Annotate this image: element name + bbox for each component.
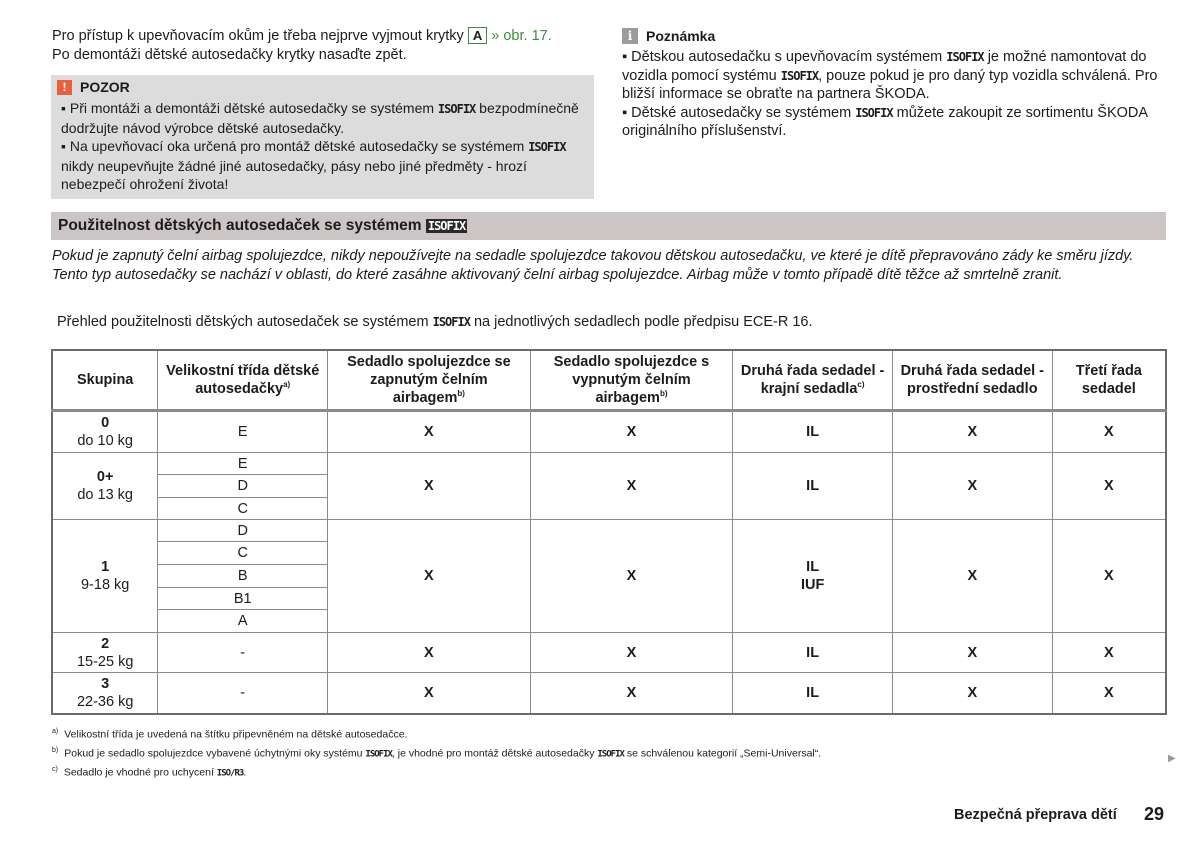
- page-number: 29: [1144, 804, 1165, 824]
- isofix-badge: ISOFIX: [427, 219, 466, 233]
- table-row: 1 9-18 kg D X X IL IUF X X: [52, 520, 1166, 542]
- note-title: Poznámka: [646, 28, 716, 44]
- table-row: 2 15-25 kg - X X IL X X: [52, 633, 1166, 673]
- table-row: C: [52, 498, 1166, 520]
- header-group: Skupina: [52, 350, 158, 411]
- header-second-row-outer: Druhá řada sedadel - krajní sedadla$^{c)}$: [733, 350, 893, 411]
- footer-chapter-title: Bezpečná přeprava dětí: [954, 807, 1117, 823]
- table-row: A: [52, 610, 1166, 633]
- footnote-c: $^{c)}$ Sedadlo je vhodné pro uchycení ISO/R3.: [52, 766, 247, 779]
- header-size-class: Velikostní třída dětské autosedačky$^{a)}$: [158, 350, 328, 411]
- warning-title: POZOR: [80, 79, 130, 95]
- footnote-a: $^{a)}$ Velikostní třída je uvedená na štítku připevněném na dětské autosedačce.: [52, 728, 408, 741]
- table-row: 3 22-36 kg - X X IL X X: [52, 673, 1166, 714]
- footnote-b: $^{b)}$ Pokud je sedadlo spolujezdce vybavené úchytnými oky systému ISOFIX, je vhodné pro montáž dětské autosedačky ISOFIX se schválenou kategorií „Semi-Universal“.: [52, 746, 822, 759]
- table-row: C: [52, 542, 1166, 565]
- airbag-warning-paragraph: Pokud je zapnutý čelní airbag spolujezdce, nikdy nepoužívejte na sedadle spolujezdce takovou dětskou autosedačku, ve které je dítě přepravováno zády ke směru jízdy. Tento typ autosedačky se nachází v oblasti, do které zasáhne aktivovaný čelní airbag spolujezdce. Airbag může v tomto případě dítě těžce až smrtelně zranit.: [52, 248, 1134, 283]
- info-icon: i: [622, 28, 638, 44]
- header-passenger-airbag-off: Sedadlo spolujezdce s vypnutým čelním airbagem$^{b)}$: [530, 350, 733, 411]
- table-row: B1: [52, 588, 1166, 610]
- header-third-row: Třetí řada sedadel: [1052, 350, 1166, 411]
- exclamation-icon: !: [57, 80, 72, 95]
- table-row: B: [52, 565, 1166, 588]
- overview-text: Přehled použitelnosti dětských autosedaček se systémem ISOFIX na jednotlivých sedadlech podle předpisu ECE-R 16.: [57, 314, 813, 330]
- table-row: 0 do 10 kg E X X IL X X: [52, 411, 1166, 453]
- header-second-row-middle: Druhá řada sedadel - prostřední sedadlo: [892, 350, 1052, 411]
- isofix-usage-table: [51, 349, 1167, 715]
- header-passenger-airbag-on: Sedadlo spolujezdce se zapnutým čelním airbagem$^{b)}$: [328, 350, 531, 411]
- footnotes: [52, 724, 821, 782]
- continue-arrow-icon: ▶: [1168, 753, 1176, 764]
- warning-box: [51, 75, 594, 199]
- figure-marker-a: A: [468, 27, 487, 44]
- note-text: ▪ Dětskou autosedačku s upevňovacím systémem ISOFIX je možné namontovat do vozidla pomocí systému ISOFIX, pouze pokud je pro daný typ vozidla schválená. Pro bližší informace se obraťte na partnera ŠKODA. ▪ Dětské autosedačky se systémem ISOFIX můžete zakoupit ze sortimentu ŠKODA originálního příslušenství.: [622, 49, 1158, 139]
- section-title: Použitelnost dětských autosedaček se systémem: [58, 217, 422, 234]
- table-row: D: [52, 475, 1166, 498]
- warning-text: ▪ Při montáži a demontáži dětské autosedačky se systémem ISOFIX bezpodmínečně dodržujte návod výrobce dětské autosedačky. ▪ Na upevňovací oka určená pro montáž dětské autosedačky se systémem ISOFIX nikdy neupevňujte žádné jiné autosedačky, pásy nebo jiné předměty - hrozí nebezpečí ohrožení života!: [61, 100, 579, 192]
- section-header: [51, 212, 1166, 240]
- note-box: [622, 28, 1167, 141]
- table-header-row: [52, 350, 1166, 411]
- intro-paragraph: Pro přístup k upevňovacím okům je třeba nejprve vyjmout krytky A » obr. 17. Po demontáži dětské autosedačky krytky nasaďte zpět.: [52, 28, 552, 63]
- figure-link[interactable]: » obr. 17.: [491, 28, 552, 44]
- table-row: 0+ do 13 kg E X X IL X X: [52, 453, 1166, 475]
